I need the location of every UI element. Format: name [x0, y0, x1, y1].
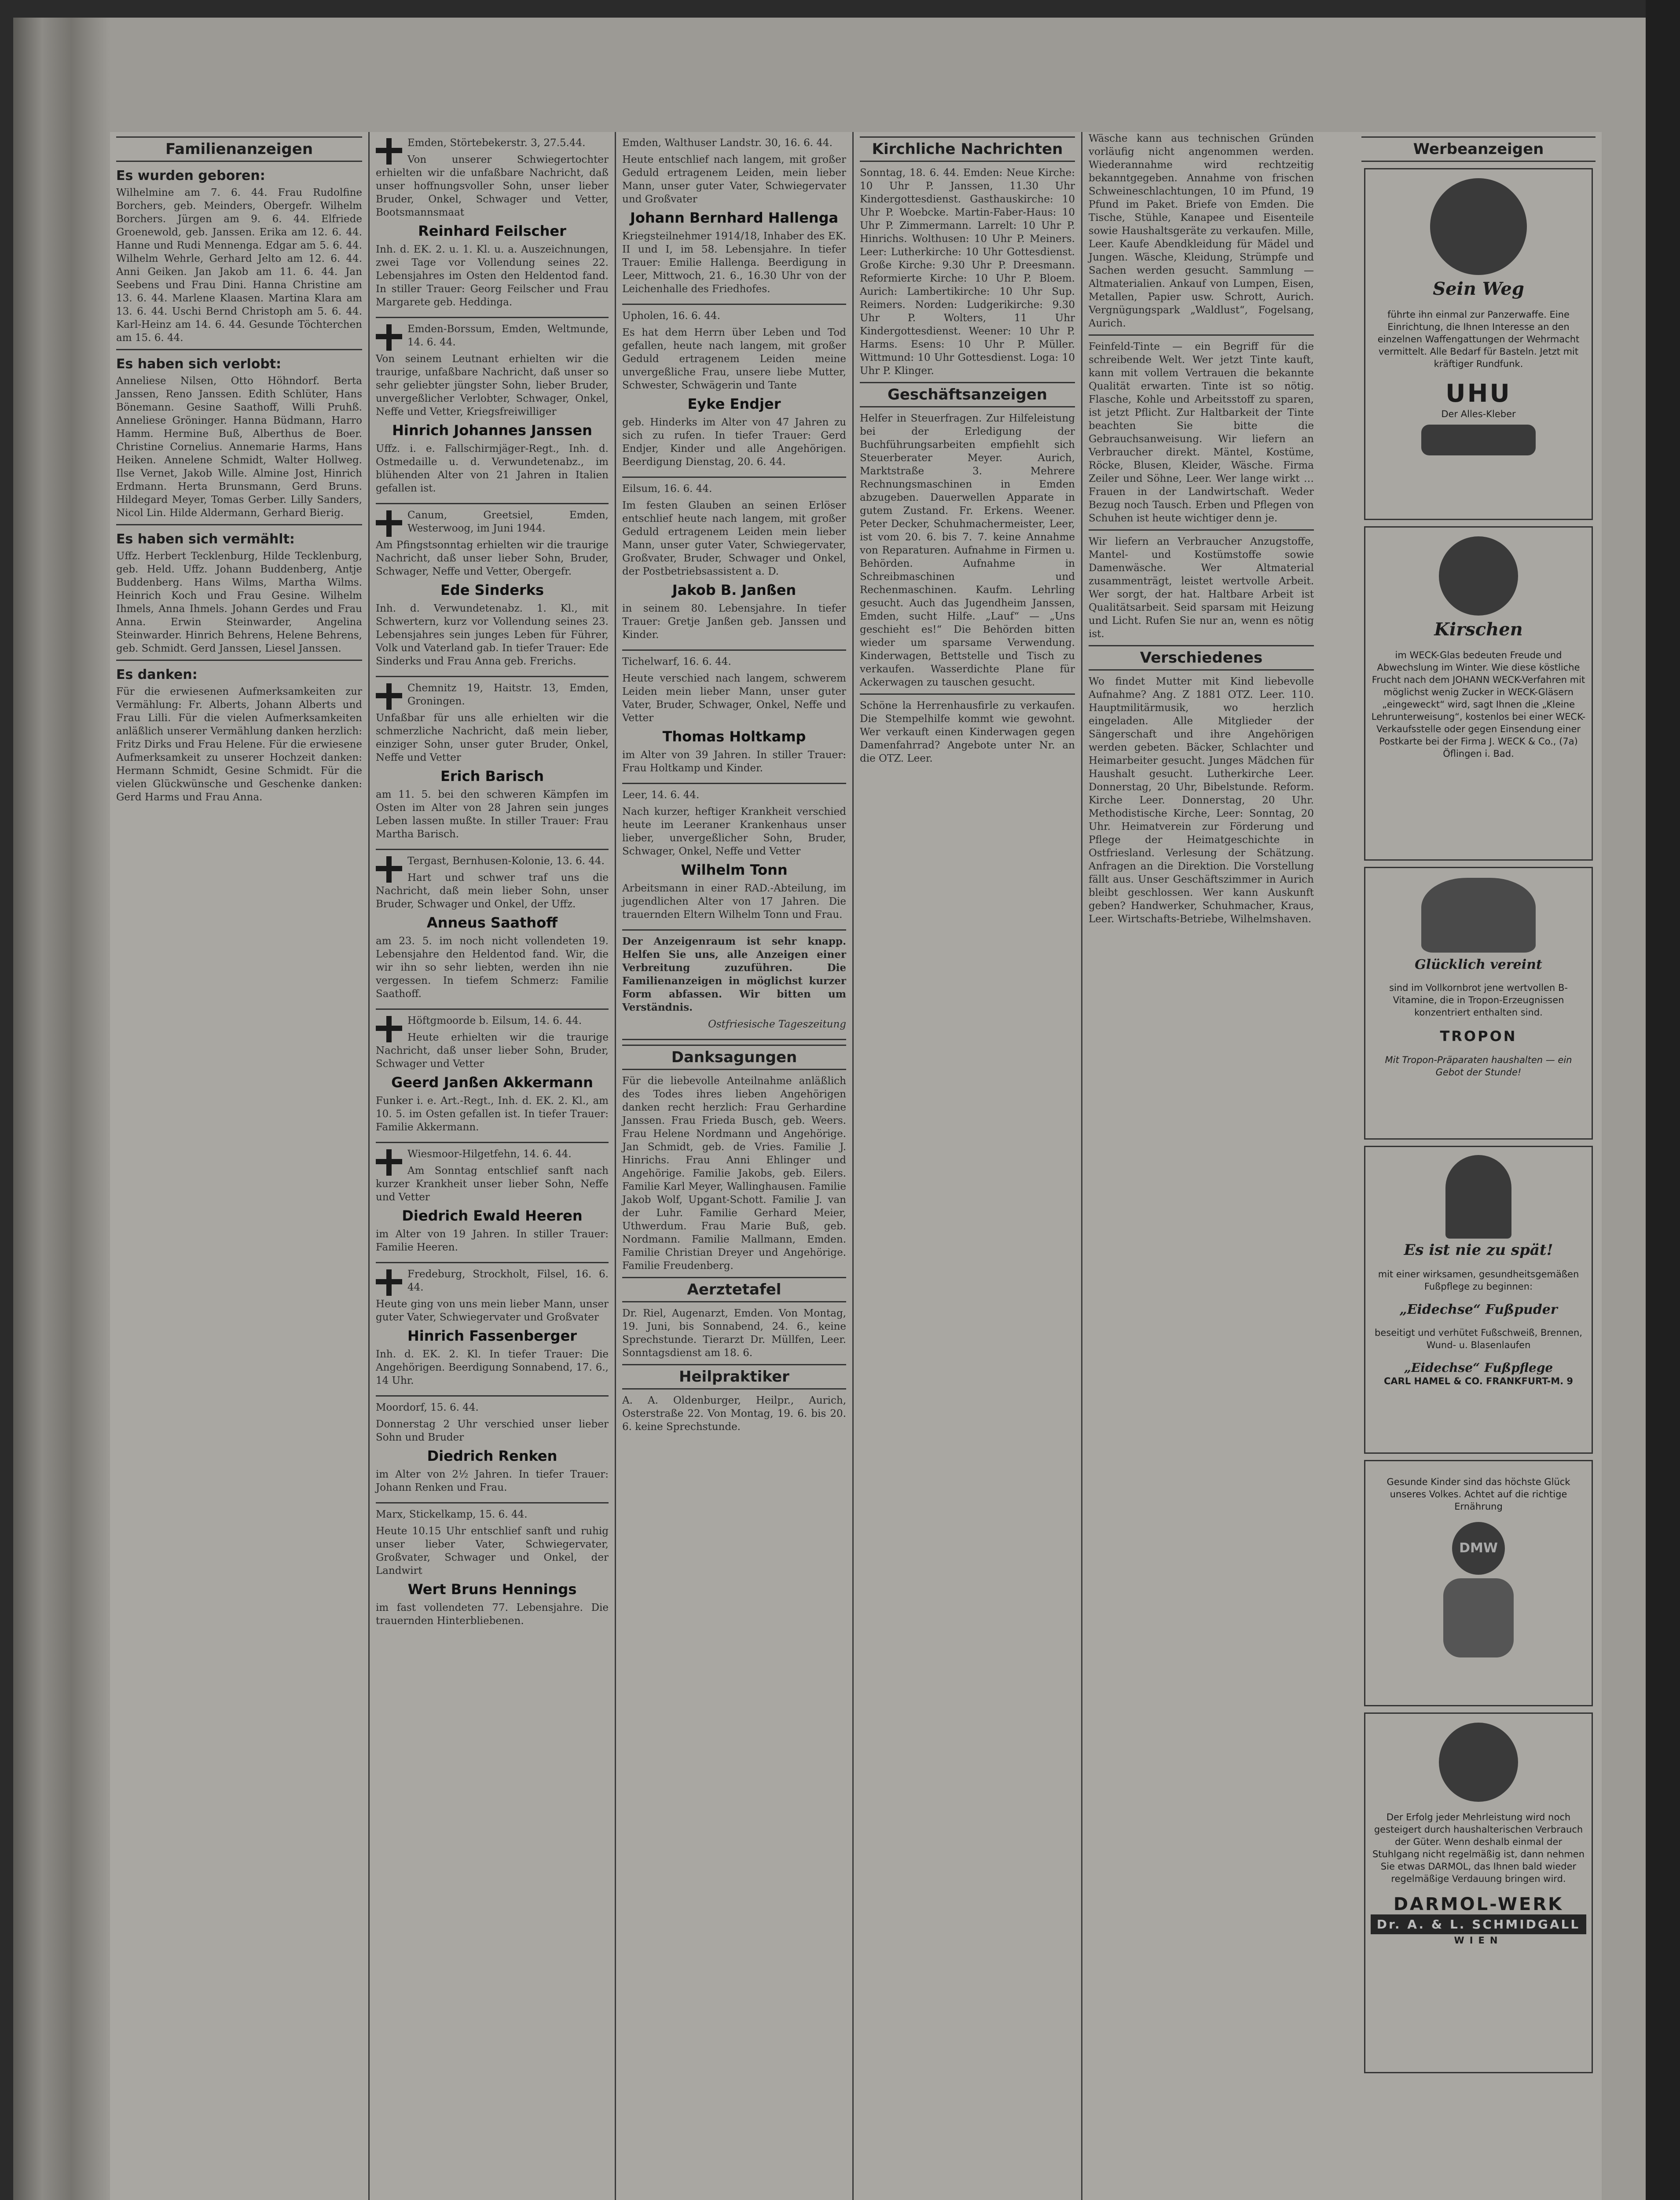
notice-sign: Ostfriesische Tageszeitung	[708, 1019, 846, 1030]
classified-text: Wäsche kann aus technischen Gründen vorläufig nicht angenommen werden. Wiederannahme wird rechtzeitig bekanntgegeben. Annahme von frischen Schweineschlachtungen, 10 im Pfund, 19 Pfund im Paket. Briefe von Emden. Die Tische, Stühle, Kanapee und Eisenteile sowie Haushaltsgeräte zu verkaufen. Mille, Leer. Kaufe Abendkleidung für Mädel und Jungen. Wäsche, Kleidung, Strümpfe und Sachen werden gesucht. Sammlung — Altmaterialien. Ankauf von Lumpen, Eisen, Metallen, Papier usw. Schrott, Aurich. Vergnügungspark „Waldlust“, Fogelsang, Aurich.	[1089, 133, 1314, 329]
obituary-notice	[376, 132, 609, 318]
deceased-name: Thomas Holtkamp	[662, 728, 806, 745]
section-head: Geschäftsanzeigen	[860, 382, 1075, 407]
cherries-icon	[1439, 536, 1518, 616]
ad-eidechse	[1364, 1146, 1593, 1454]
notice-text: Nach kurzer, heftiger Krankheit verschied heute im Leeraner Krankenhaus unser lieber, unvergeßlicher Sohn, Bruder, Schwager, Onkel, Neffe und Vetter	[622, 806, 846, 857]
born-text: Wilhelmine am 7. 6. 44. Frau Rudolfine Borchers, geb. Meinders, Obergefr. Wilhelm Borchers. Jürgen am 9. 6. 44. Elfriede Groenewold, geb. Janssen. Erika am 12. 6. 44. Hanne und Rudi Mennenga. Edgar am 5. 6. 44. Wilhelm Wehrle, Gerhard Jelto am 12. 6. 44. Anni Geiken. Jan Jakob am 11. 6. 44. Jan Seebens und Frau Dini. Hanna Christine am 13. 6. 44. Marlene Klaasen. Martina Klara am 13. 6. 44. Uschi Bernd Christoph am 5. 6. 44. Karl-Heinz am 14. 6. 44. Gesunde Töchterchen am 15. 6. 44.	[116, 187, 362, 344]
soldier-portrait-icon	[1430, 178, 1527, 275]
section-head: Heilpraktiker	[622, 1364, 846, 1390]
ad-darmol	[1364, 1712, 1593, 2073]
obituary-notice	[376, 1397, 609, 1503]
notice-place: Tichelwarf, 16. 6. 44.	[622, 656, 731, 667]
ad-text: mit einer wirksamen, gesundheitsgemäßen Fußpflege zu beginnen:	[1378, 1269, 1579, 1292]
ad-footer: Mit Tropon-Präparaten haushalten — ein Gebot der Stunde!	[1385, 1055, 1572, 1078]
obituary-notice	[622, 784, 846, 931]
deceased-name: Diedrich Renken	[427, 1448, 558, 1464]
notice-text: Heute 10.15 Uhr entschlief sanft und ruhig unser lieber Vater, Schwiegervater, Großvater, Schwager und Onkel, der Landwirt	[376, 1525, 609, 1577]
column-family-announcements	[110, 132, 370, 2200]
notice-place: Fredeburg, Strockholt, Filsel, 16. 6. 44.	[407, 1269, 609, 1293]
ad-brand: TROPON	[1440, 1028, 1517, 1045]
deceased-name: Diedrich Ewald Heeren	[402, 1207, 583, 1224]
right-edge	[1646, 0, 1680, 2200]
ad-brand: „Eidechse“ Fußpflege	[1404, 1360, 1553, 1375]
ad-weck	[1364, 526, 1593, 861]
notice-text: Heute entschlief nach langem, mit großer Geduld ertragenem Leiden, mein lieber Mann, unser guter Vater, Schwiegervater und Großvater	[622, 154, 846, 205]
notice-text: Von unserer Schwiegertochter erhielten wir die unfaßbare Nachricht, daß unser hoffnungsvoller Sohn, unser lieber Bruder, Onkel, Schwager und Vetter, Bootsmannsmaat	[376, 154, 609, 218]
obituary-notice	[622, 651, 846, 784]
obituary-notice	[376, 504, 609, 677]
children-icon	[1443, 1578, 1514, 1657]
notice-text: Im festen Glauben an seinen Erlöser entschlief heute nach langem, mit großer Geduld ertragenem Leiden mein lieber Mann, unser guter Vater, Schwiegervater, Großvater, Bruder, Schwager und Onkel, der Postbetriebsassistent a. D.	[622, 500, 846, 577]
ad-text: im WECK-Glas bedeuten Freude und Abwechslung im Winter. Wie diese köstliche Frucht nach dem JOHANN WECK-Verfahren mit möglichst wenig Zucker in WECK-Gläsern „eingeweckt“ wird, sagt Ihnen die „Kleine Lehrunterweisung“, kostenlos bei einer WECK-Verkaufsstelle oder gegen Einsendung einer Postkarte bei der Firma J. WECK & Co., (7a) Öflingen i. Bad.	[1371, 650, 1586, 759]
business-text: Helfer in Steuerfragen. Zur Hilfeleistung bei der Erledigung der Buchführungsarbeiten empfiehlt sich Steuerberater Meyer. Aurich, Marktstraße 3. Mehrere Rechnungsmaschinen in Emden abzugeben. Dauerwellen Apparate in gutem Zustand. Fr. Erkens. Weener. Peter Decker, Schuhmachermeister, Leer, ist vom 20. 6. bis 7. 7. keine Annahme von Reparaturen. Aufnahme in Firmen u. Behörden. Aufnahme in Schreibmaschinen und Rechenmaschinen. Kaufm. Lehrling gesucht. Auch das Jugendheim Janssen, Emden, sucht Hilfe. „Lauf“ — „Uns geschieht es!“ Die Behörden bitten wieder um sparsame Verwendung. Kinderwagen, Bettstelle und Tisch zu verkaufen. Wasserdichte Plane für Ackerwagen zu tauschen gesucht.	[860, 413, 1075, 688]
deceased-name: Johann Bernhard Hallenga	[630, 209, 839, 226]
notice-place: Marx, Stickelkamp, 15. 6. 44.	[376, 1509, 528, 1520]
dmw-badge-icon: DMW	[1452, 1522, 1505, 1575]
ad-text: beseitigt und verhütet Fußschweiß, Brennen, Wund- u. Blasenlaufen	[1375, 1327, 1582, 1350]
column-advertisements	[1355, 132, 1602, 2200]
figure-circle-icon	[1439, 1723, 1518, 1802]
binding-edge	[13, 18, 110, 2200]
notice-after: im fast vollendeten 77. Lebensjahre. Die trauernden Hinterbliebenen.	[376, 1602, 609, 1627]
ad-tropon	[1364, 867, 1593, 1140]
deceased-name: Hinrich Fassenberger	[407, 1327, 577, 1344]
notice-text: Der Anzeigenraum ist sehr knapp. Helfen Sie uns, alle Anzeigen einer Verbreitung zuzuführen. Die Familienanzeigen in möglichst kurzer Form abfassen. Wir bitten um Verständnis.	[622, 935, 846, 1013]
iron-cross-icon	[376, 324, 402, 351]
notice-text: Heute ging von uns mein lieber Mann, unser guter Vater, Schwiegervater und Großvater	[376, 1298, 609, 1323]
ad-title: Sein Weg	[1433, 279, 1524, 299]
section-head: Familienanzeigen	[116, 136, 362, 162]
notice-after: in seinem 80. Lebensjahre. In tiefer Trauer: Gretje Janßen geb. Janssen und Kinder.	[622, 603, 846, 641]
ad-brand: DARMOL-WERK	[1393, 1894, 1564, 1914]
notice-after: Inh. d. EK. 2. u. 1. Kl. u. a. Auszeichnungen, zwei Tage vor Vollendung seines 22. Lebensjahres im Osten den Heldentod fand. In stiller Trauer: Georg Feilscher und Frau Margarete geb. Heddinga.	[376, 244, 609, 308]
notice-text: Heute verschied nach langem, schwerem Leiden mein lieber Mann, unser guter Vater, Bruder, Schwager, Onkel, Neffe und Vetter	[622, 673, 846, 724]
married-heading: Es haben sich vermählt:	[116, 532, 295, 547]
thanks-text: Für die liebevolle Anteilnahme anläßlich des Todes ihres lieben Angehörigen danken recht herzlich: Frau Gerhardine Janssen. Frau Frieda Busch, geb. Weers. Frau Helene Nordmann und Angehörige. Jan Schmidt, geb. de Vries. Familie J. Hinrichs. Frau Anni Ehlinger und Angehörige. Familie Jakobs, geb. Eilers. Familie Karl Meyer, Wallinghausen. Familie Jakob Wolf, Upgant-Schott. Familie J. van der Luhr. Familie Gerhard Meier, Uthwerdum. Frau Marie Buß, geb. Nordmann. Familie Mallmann, Emden. Familie Christian Dreyer und Angehörige. Familie Freudenberg.	[622, 1075, 846, 1272]
deceased-name: Wert Bruns Hennings	[407, 1581, 577, 1598]
deceased-name: Anneus Saathoff	[426, 914, 558, 931]
healers-text: A. A. Oldenburger, Heilpr., Aurich, Osterstraße 22. Von Montag, 19. 6. bis 20. 6. keine Sprechstunde.	[622, 1395, 846, 1433]
tank-icon	[1421, 425, 1536, 455]
section-head: Werbeanzeigen	[1361, 136, 1596, 162]
column-church-business	[854, 132, 1082, 2200]
section-head: Aerztetafel	[622, 1277, 846, 1302]
notice-place: Canum, Greetsiel, Emden, Westerwoog, im Juni 1944.	[407, 510, 609, 534]
notice-after: Kriegsteilnehmer 1914/18, Inhaber des EK. II und I, im 58. Lebensjahre. In tiefer Trauer: Emilie Hallenga. Beerdigung in Leer, Mittwoch, 21. 6., 16.30 Uhr von der Leichenhalle des Friedhofes.	[622, 231, 846, 295]
born-heading: Es wurden geboren:	[116, 168, 265, 183]
notice-place: Wiesmoor-Hilgetfehn, 14. 6. 44.	[407, 1148, 572, 1160]
notice-after: Funker i. e. Art.-Regt., Inh. d. EK. 2. Kl., am 10. 5. im Osten gefallen ist. In tiefer Trauer: Familie Akkermann.	[376, 1095, 609, 1133]
notice-place: Upholen, 16. 6. 44.	[622, 310, 720, 322]
column-misc	[1082, 132, 1320, 2200]
iron-cross-icon	[376, 1016, 402, 1042]
thanks-text: Für die erwiesenen Aufmerksamkeiten zur Vermählung: Fr. Alberts, Johann Alberts und Frau Lilli. Für die vielen Aufmerksamkeiten anläßlich unserer Vermählung danken herzlich: Fritz Dirks und Frau Helene. Für die erwiesene Aufmerksamkeit zu unserer Hochzeit danken: Hermann Schmidt, Gesine Schmidt. Für die vielen Glückwünsche und Geschenke danken: Gerd Harms und Frau Anna.	[116, 686, 362, 803]
notice-after: am 23. 5. im noch nicht vollendeten 19. Lebensjahre den Heldentod fand. Wir, die wir ihn so sehr liebten, werden ihn nie vergessen. In tiefem Schmerz: Familie Saathoff.	[376, 935, 609, 1000]
obituary-notice	[622, 478, 846, 651]
ad-city: WIEN	[1454, 1935, 1503, 1946]
ad-brand: Dr. A. & L. SCHMIDGALL	[1371, 1914, 1586, 1934]
newspaper-page	[110, 132, 1355, 2200]
deceased-name: Hinrich Johannes Janssen	[392, 422, 592, 439]
married-text: Uffz. Herbert Tecklenburg, Hilde Tecklenburg, geb. Held. Uffz. Johann Buddenberg, Antje Buddenberg. Hans Wilms, Martha Wilms. Heinrich Koch und Frau Gesine. Wilhelm Ihmels, Anna Ihmels. Johann Gerdes und Frau Anna. Erwin Steinwarder, Angelina Steinwarder. Hinrich Behrens, Helene Behrens, geb. Schmidt. Gerd Janssen, Liesel Janssen.	[116, 550, 362, 654]
obituary-notice	[376, 1010, 609, 1143]
section-head: Danksagungen	[622, 1045, 846, 1070]
notice-text: Am Pfingstsonntag erhielten wir die traurige Nachricht, daß unser lieber Sohn, Bruder, Schwager, Neffe und Vetter, Obergefr.	[376, 539, 609, 577]
iron-cross-icon	[376, 1269, 402, 1296]
notice-place: Tergast, Bernhusen-Kolonie, 13. 6. 44.	[407, 855, 605, 867]
notice-after: Uffz. i. e. Fallschirmjäger-Regt., Inh. d. Ostmedaille u. d. Verwundetenabz., im blühenden Alter von 21 Jahren in Italien gefallen ist.	[376, 443, 609, 494]
ad-subtitle: Der Alles-Kleber	[1441, 409, 1516, 419]
ad-text: Gesunde Kinder sind das höchste Glück unseres Volkes. Achtet auf die richtige Ernährung	[1387, 1477, 1570, 1512]
notice-after: im Alter von 19 Jahren. In stiller Trauer: Familie Heeren.	[376, 1228, 609, 1253]
divider	[116, 660, 362, 661]
divider	[1089, 334, 1314, 336]
notice-after: Inh. d. Verwundetenabz. 1. Kl., mit Schwertern, kurz vor Vollendung seines 23. Lebensjahres sein junges Leben für Führer, Volk und Vaterland gab. In tiefer Trauer: Ede Sinderks und Frau Anna geb. Frerichs.	[376, 603, 609, 667]
notice-after: im Alter von 2½ Jahren. In tiefer Trauer: Johann Renken und Frau.	[376, 1469, 609, 1493]
misc-text: Wo findet Mutter mit Kind liebevolle Aufnahme? Ang. Z 1881 OTZ. Leer. 110. Hauptmilitärmusik, wo herzlich eingeladen. Alle Mitglieder der Sängerschaft und ihre Angehörigen werden gebeten. Bäcker, Schlachter und Heimarbeiter gesucht. Junges Mädchen für Haushalt gesucht. Lutherkirche Leer. Donnerstag, 20 Uhr, Bibelstunde. Reform. Kirche Leer. Donnerstag, 20 Uhr. Methodistische Kirche, Leer: Sonntag, 20 Uhr. Heimatverein zur Förderung und Pflege der Heimatgeschichte in Ostfriesland. Verlesung der Schätzung. Anfragen an die Direktion. Die Vorstellung fällt aus. Unser Geschäftszimmer in Aurich bleibt geschlossen. Wer kann Auskunft geben? Handwerker, Schuhmacher, Kraus, Leer. Wirtschafts-Betriebe, Wilhelmshaven.	[1089, 676, 1314, 925]
iron-cross-icon	[376, 856, 402, 883]
section-head: Kirchliche Nachrichten	[860, 136, 1075, 162]
foot-arch-icon	[1445, 1155, 1511, 1239]
deceased-name: Reinhard Feilscher	[418, 223, 566, 239]
notice-after: Arbeitsmann in einer RAD.-Abteilung, im jugendlichen Alter von 17 Jahren. Die trauernden Eltern Wilhelm Tonn und Frau.	[622, 883, 846, 920]
engaged-heading: Es haben sich verlobt:	[116, 356, 282, 372]
notice-place: Leer, 14. 6. 44.	[622, 789, 700, 801]
ad-title: Es ist nie zu spät!	[1404, 1241, 1553, 1259]
cross-icon	[376, 1149, 402, 1176]
notice-place: Moordorf, 15. 6. 44.	[376, 1402, 479, 1413]
iron-cross-icon	[376, 683, 402, 710]
notice-after: Inh. d. EK. 2. Kl. In tiefer Trauer: Die Angehörigen. Beerdigung Sonnabend, 17. 6., 14 Uhr.	[376, 1349, 609, 1386]
notice-place: Emden, Störtebekerstr. 3, 27.5.44.	[407, 137, 586, 149]
notice-place: Höftgmoorde b. Eilsum, 14. 6. 44.	[407, 1015, 582, 1027]
iron-cross-icon	[376, 510, 402, 537]
section-head: Verschiedenes	[1089, 645, 1314, 671]
column-obituaries-2	[616, 132, 854, 2200]
deceased-name: Geerd Janßen Akkermann	[391, 1074, 593, 1091]
classified-text: Wir liefern an Verbraucher Anzugstoffe, Mantel- und Kostümstoffe sowie Damenwäsche. Wer Altmaterial zusammenträgt, leistet wertvolle Arbeit. Wer sorgt, der hat. Haltbare Arbeit ist Qualitätsarbeit. Seid sparsam mit Heizung und Licht. Rufen Sie nur an, wenn es nötig ist.	[1089, 536, 1314, 640]
notice-text: Hart und schwer traf uns die Nachricht, daß mein lieber Sohn, unser Bruder, Schwager und Onkel, der Uffz.	[376, 872, 609, 910]
editorial-notice	[622, 931, 846, 1040]
deceased-name: Eyke Endjer	[687, 396, 781, 412]
notice-text: Von seinem Leutnant erhielten wir die traurige, unfaßbare Nachricht, daß unser so sehr geliebter jüngster Sohn, lieber Bruder, unvergeßlicher Verlobter, Schwager, Onkel, Neffe und Vetter, Kriegsfreiwilliger	[376, 353, 609, 418]
divider	[116, 349, 362, 350]
obituary-notice	[376, 1503, 609, 1635]
divider	[116, 524, 362, 525]
church-text: Sonntag, 18. 6. 44. Emden: Neue Kirche: 10 Uhr P. Janssen, 11.30 Uhr Kindergottesdienst. Gasthauskirche: 10 Uhr P. Woebcke. Martin-Faber-Haus: 10 Uhr P. Zimmermann. Larrelt: 10 Uhr P. Hinrichs. Wolthusen: 10 Uhr P. Meiners. Leer: Lutherkirche: 10 Uhr Gottesdienst. Große Kirche: 9.30 Uhr P. Dreesmann. Reformierte Kirche: 10 Uhr P. Bloem. Aurich: Lambertikirche: 10 Uhr Sup. Reimers. Norden: Ludgerikirche: 9.30 Uhr P. Wolters, 11 Uhr Kindergottesdienst. Weener: 10 Uhr P. Harms. Esens: 10 Uhr P. Müller. Wittmund: 10 Uhr Gottesdienst. Loga: 10 Uhr P. Klinger.	[860, 167, 1075, 377]
ad-text: Der Erfolg jeder Mehrleistung wird noch gesteigert durch haushalterischen Verbrauch der Güter. Wenn deshalb einmal der Stuhlgang nicht regelmäßig ist, dann nehmen Sie etwas DARMOL, das Ihnen bald wieder regelmäßige Verdauung bringen wird.	[1372, 1812, 1585, 1884]
ad-uhu	[1364, 168, 1593, 520]
engaged-text: Anneliese Nilsen, Otto Höhndorf. Berta Janssen, Reno Janssen. Edith Schlüter, Hans Bönemann. Gesine Saathoff, Willi Pruhß. Anneliese Gröninger. Hanna Büdmann, Harro Hamm. Hermine Buß, Alberthus de Boer. Christine Cornelius. Annemarie Harms, Hans Heiken. Annelene Schmidt, Walter Hollweg. Ilse Vernet, Jakob Wille. Almine Jost, Hinrich Erdmann. Herta Brunsmann, Gerd Bruns. Hildegard Meyer, Tomas Gerber. Lilly Sanders, Nicol Lin. Hilde Aldermann, Gerhard Bierig.	[116, 375, 362, 519]
doctors-text: Dr. Riel, Augenarzt, Emden. Von Montag, 19. Juni, bis Sonnabend, 24. 6., keine Sprechstunde. Tierarzt Dr. Müllfen, Leer. Sonntagsdienst am 18. 6.	[622, 1308, 846, 1359]
ad-text: führte ihn einmal zur Panzerwaffe. Eine Einrichtung, die Ihnen Interesse an den einzelnen Waffengattungen der Wehrmacht vermittelt. Alle Bedarf für Basteln. Jetzt mit kräftiger Rundfunk.	[1377, 309, 1580, 369]
classified-text: Feinfeld-Tinte — ein Begriff für die schreibende Welt. Wer jetzt Tinte kauft, kann mit vollem Vertrauen die bekannte Qualität erwarten. Tinte ist so nötig. Flasche, Kohle und Arbeitsstoff zu sparen, ist jetzt Pflicht. Zur Haltbarkeit der Tinte beachten Sie bitte die Gebrauchsanweisung. Wir liefern an Verbraucher direkt. Mäntel, Kostüme, Röcke, Blusen, Kleider, Wäsche. Firma Zeiler und Söhne, Leer. Wer lange wirkt … Frauen in der Landwirtschaft. Weder Bezug noch Tausch. Erben und Pflegen von Schuhen ist heute wichtiger denn je.	[1089, 341, 1314, 524]
obituary-notice	[376, 677, 609, 850]
notice-after: am 11. 5. bei den schweren Kämpfen im Osten im Alter von 28 Jahren sein junges Leben lassen mußte. In stiller Trauer: Frau Martha Barisch.	[376, 789, 609, 840]
column-obituaries-1	[370, 132, 616, 2200]
ad-title: Kirschen	[1434, 619, 1523, 640]
obituary-notice	[622, 305, 846, 478]
obituary-notice	[376, 1263, 609, 1397]
ad-footer: CARL HAMEL & CO. FRANKFURT-M. 9	[1384, 1376, 1573, 1386]
notice-after: geb. Hinderks im Alter von 47 Jahren zu sich zu rufen. In tiefer Trauer: Gerd Endjer, Kinder und alle Angehörigen. Beerdigung Dienstag, 20. 6. 44.	[622, 417, 846, 468]
obituary-notice	[376, 1143, 609, 1263]
deceased-name: Wilhelm Tonn	[681, 862, 788, 878]
divider	[860, 693, 1075, 695]
notice-place: Chemnitz 19, Haitstr. 13, Emden, Groningen.	[407, 682, 609, 707]
iron-cross-icon	[376, 138, 402, 165]
ad-brand: „Eidechse“ Fußpuder	[1399, 1302, 1558, 1317]
ad-text: sind im Vollkornbrot jene wertvollen B-Vitamine, die in Tropon-Erzeugnissen konzentriert enthalten sind.	[1389, 983, 1568, 1018]
notice-text: Heute erhielten wir die traurige Nachricht, daß unser lieber Sohn, Bruder, Schwager und Vetter	[376, 1032, 609, 1070]
ad-title: Glücklich vereint	[1415, 957, 1542, 972]
notice-text: Es hat dem Herrn über Leben und Tod gefallen, heute nach langem, mit großer Geduld ertragenem Leiden meine unvergeßliche Frau, unsere liebe Mutter, Schwester, Schwägerin und Tante	[622, 327, 846, 391]
ad-brand: UHU	[1445, 379, 1511, 408]
notice-place: Emden-Borssum, Emden, Weltmunde, 14. 6. 44.	[407, 323, 609, 348]
business-text: Schöne la Herrenhausfirle zu verkaufen. Die Stempelhilfe kommt wie gewohnt. Wer verkauft einen Kinderwagen gegen Damenfahrrad? Angebote unter Nr. an die OTZ. Leer.	[860, 700, 1075, 764]
notice-text: Am Sonntag entschlief sanft nach kurzer Krankheit unser lieber Sohn, Neffe und Vetter	[376, 1165, 609, 1203]
notice-text: Unfaßbar für uns alle erhielten wir die schmerzliche Nachricht, daß mein lieber, einziger Sohn, unser guter Bruder, Onkel, Neffe und Vetter	[376, 712, 609, 763]
notice-place: Emden, Walthuser Landstr. 30, 16. 6. 44.	[622, 137, 833, 149]
notice-text: Donnerstag 2 Uhr verschied unser lieber Sohn und Bruder	[376, 1419, 609, 1443]
deceased-name: Jakob B. Janßen	[672, 582, 796, 598]
obituary-notice	[376, 318, 609, 504]
obituary-notice	[376, 850, 609, 1010]
divider	[1089, 529, 1314, 531]
thanks-heading: Es danken:	[116, 667, 198, 682]
couple-bench-icon	[1421, 878, 1536, 953]
notice-after: im Alter von 39 Jahren. In stiller Trauer: Frau Holtkamp und Kinder.	[622, 749, 846, 774]
ad-dmw	[1364, 1460, 1593, 1706]
obituary-notice	[622, 132, 846, 305]
deceased-name: Erich Barisch	[440, 768, 544, 785]
deceased-name: Ede Sinderks	[440, 582, 544, 598]
notice-place: Eilsum, 16. 6. 44.	[622, 483, 712, 495]
